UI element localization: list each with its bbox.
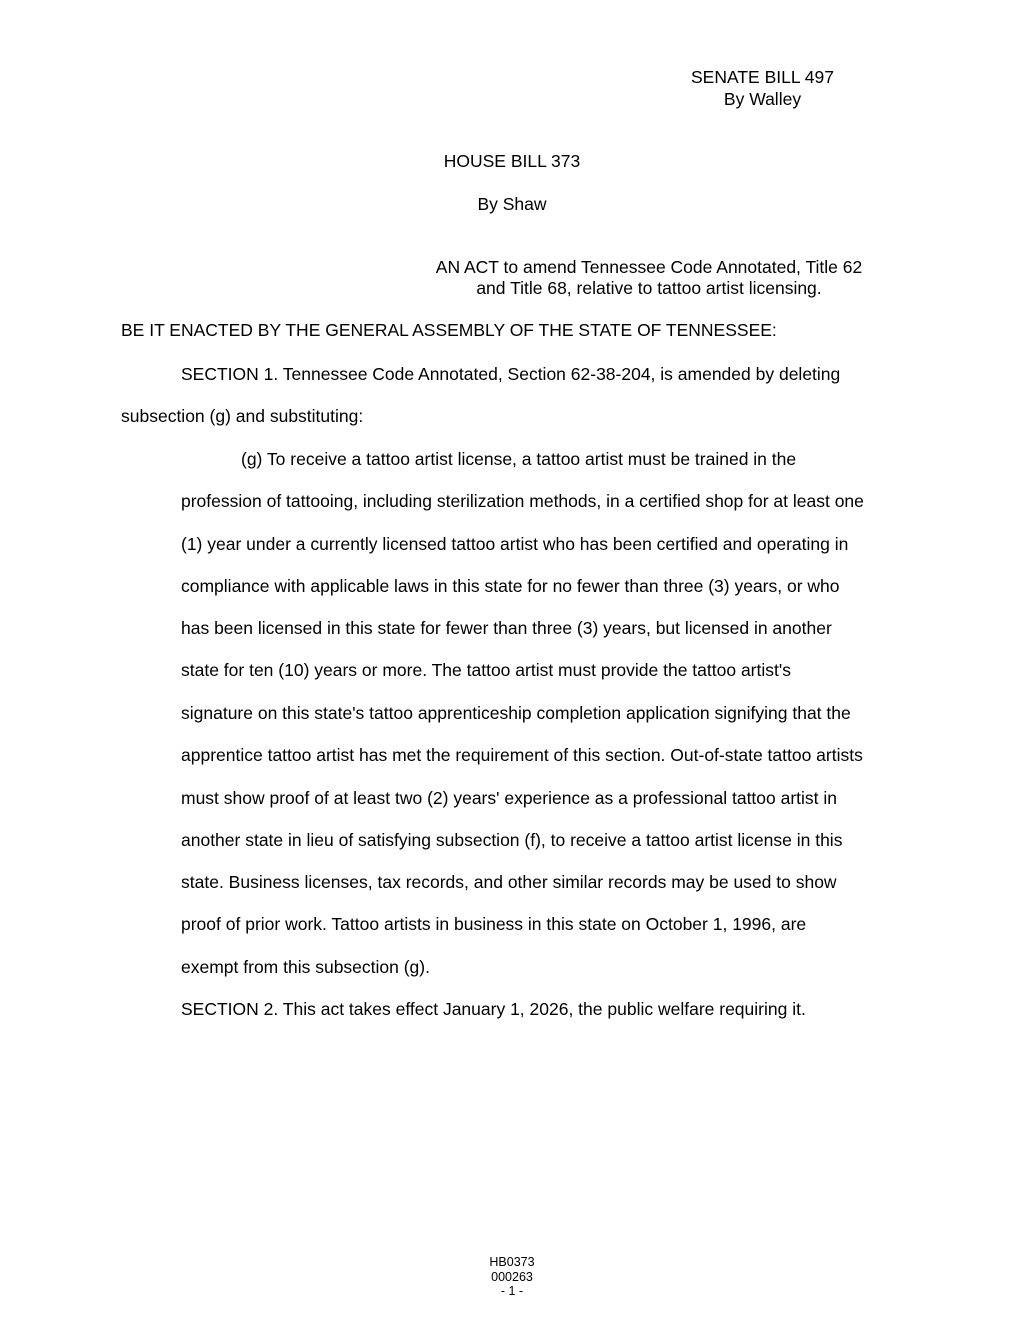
footer-page-number: - 1 - (500, 1284, 524, 1298)
house-bill-number: HOUSE BILL 373 (443, 151, 581, 171)
subsection-line: exempt from this subsection (g). (181, 957, 430, 977)
subsection-line: compliance with applicable laws in this state for no fewer than three (3) years, or who (181, 576, 840, 596)
senate-sponsor: By Walley (723, 89, 802, 109)
senate-bill-block (640, 66, 885, 110)
enacting-clause: BE IT ENACTED BY THE GENERAL ASSEMBLY OF THE STATE OF TENNESSEE: (121, 320, 777, 340)
act-caption (418, 257, 880, 299)
subsection-line: (1) year under a currently licensed tattoo artist who has been certified and operating in (181, 534, 849, 554)
subsection-line: (g) To receive a tattoo artist license, a tattoo artist must be trained in the (241, 449, 797, 469)
page-footer (0, 1255, 1024, 1299)
section-1-continuation-line: subsection (g) and substituting: (121, 406, 364, 426)
subsection-line: state. Business licenses, tax records, and other similar records may be used to show (181, 872, 837, 892)
footer-bill-code: HB0373 (489, 1255, 535, 1269)
subsection-line: apprentice tattoo artist has met the requirement of this section. Out-of-state tattoo artists (181, 745, 863, 765)
section-2: SECTION 2. This act takes effect January 1, 2026, the public welfare requiring it. (181, 999, 806, 1019)
subsection-line: has been licensed in this state for fewer than three (3) years, but licensed in another (181, 618, 832, 638)
footer-doc-number: 000263 (491, 1269, 533, 1284)
subsection-line: profession of tattooing, including sterilization methods, in a certified shop for at least one (181, 491, 864, 511)
subsection-line: another state in lieu of satisfying subsection (f), to receive a tattoo artist license in this (181, 830, 843, 850)
subsection-line: proof of prior work. Tattoo artists in business in this state on October 1, 1996, are (181, 914, 807, 934)
act-caption-line-1: AN ACT to amend Tennessee Code Annotated, Title 62 (435, 257, 863, 277)
senate-bill-number: SENATE BILL 497 (691, 67, 834, 87)
house-sponsor: By Shaw (477, 194, 547, 214)
subsection-line: signature on this state's tattoo apprenticeship completion application signifying that the (181, 703, 851, 723)
act-caption-line-2: and Title 68, relative to tattoo artist licensing. (476, 278, 822, 298)
subsection-line: must show proof of at least two (2) years' experience as a professional tattoo artist in (181, 788, 838, 808)
subsection-line: state for ten (10) years or more. The tattoo artist must provide the tattoo artist's (181, 660, 791, 680)
section-1-heading-line: SECTION 1. Tennessee Code Annotated, Section 62-38-204, is amended by deleting (181, 364, 841, 384)
